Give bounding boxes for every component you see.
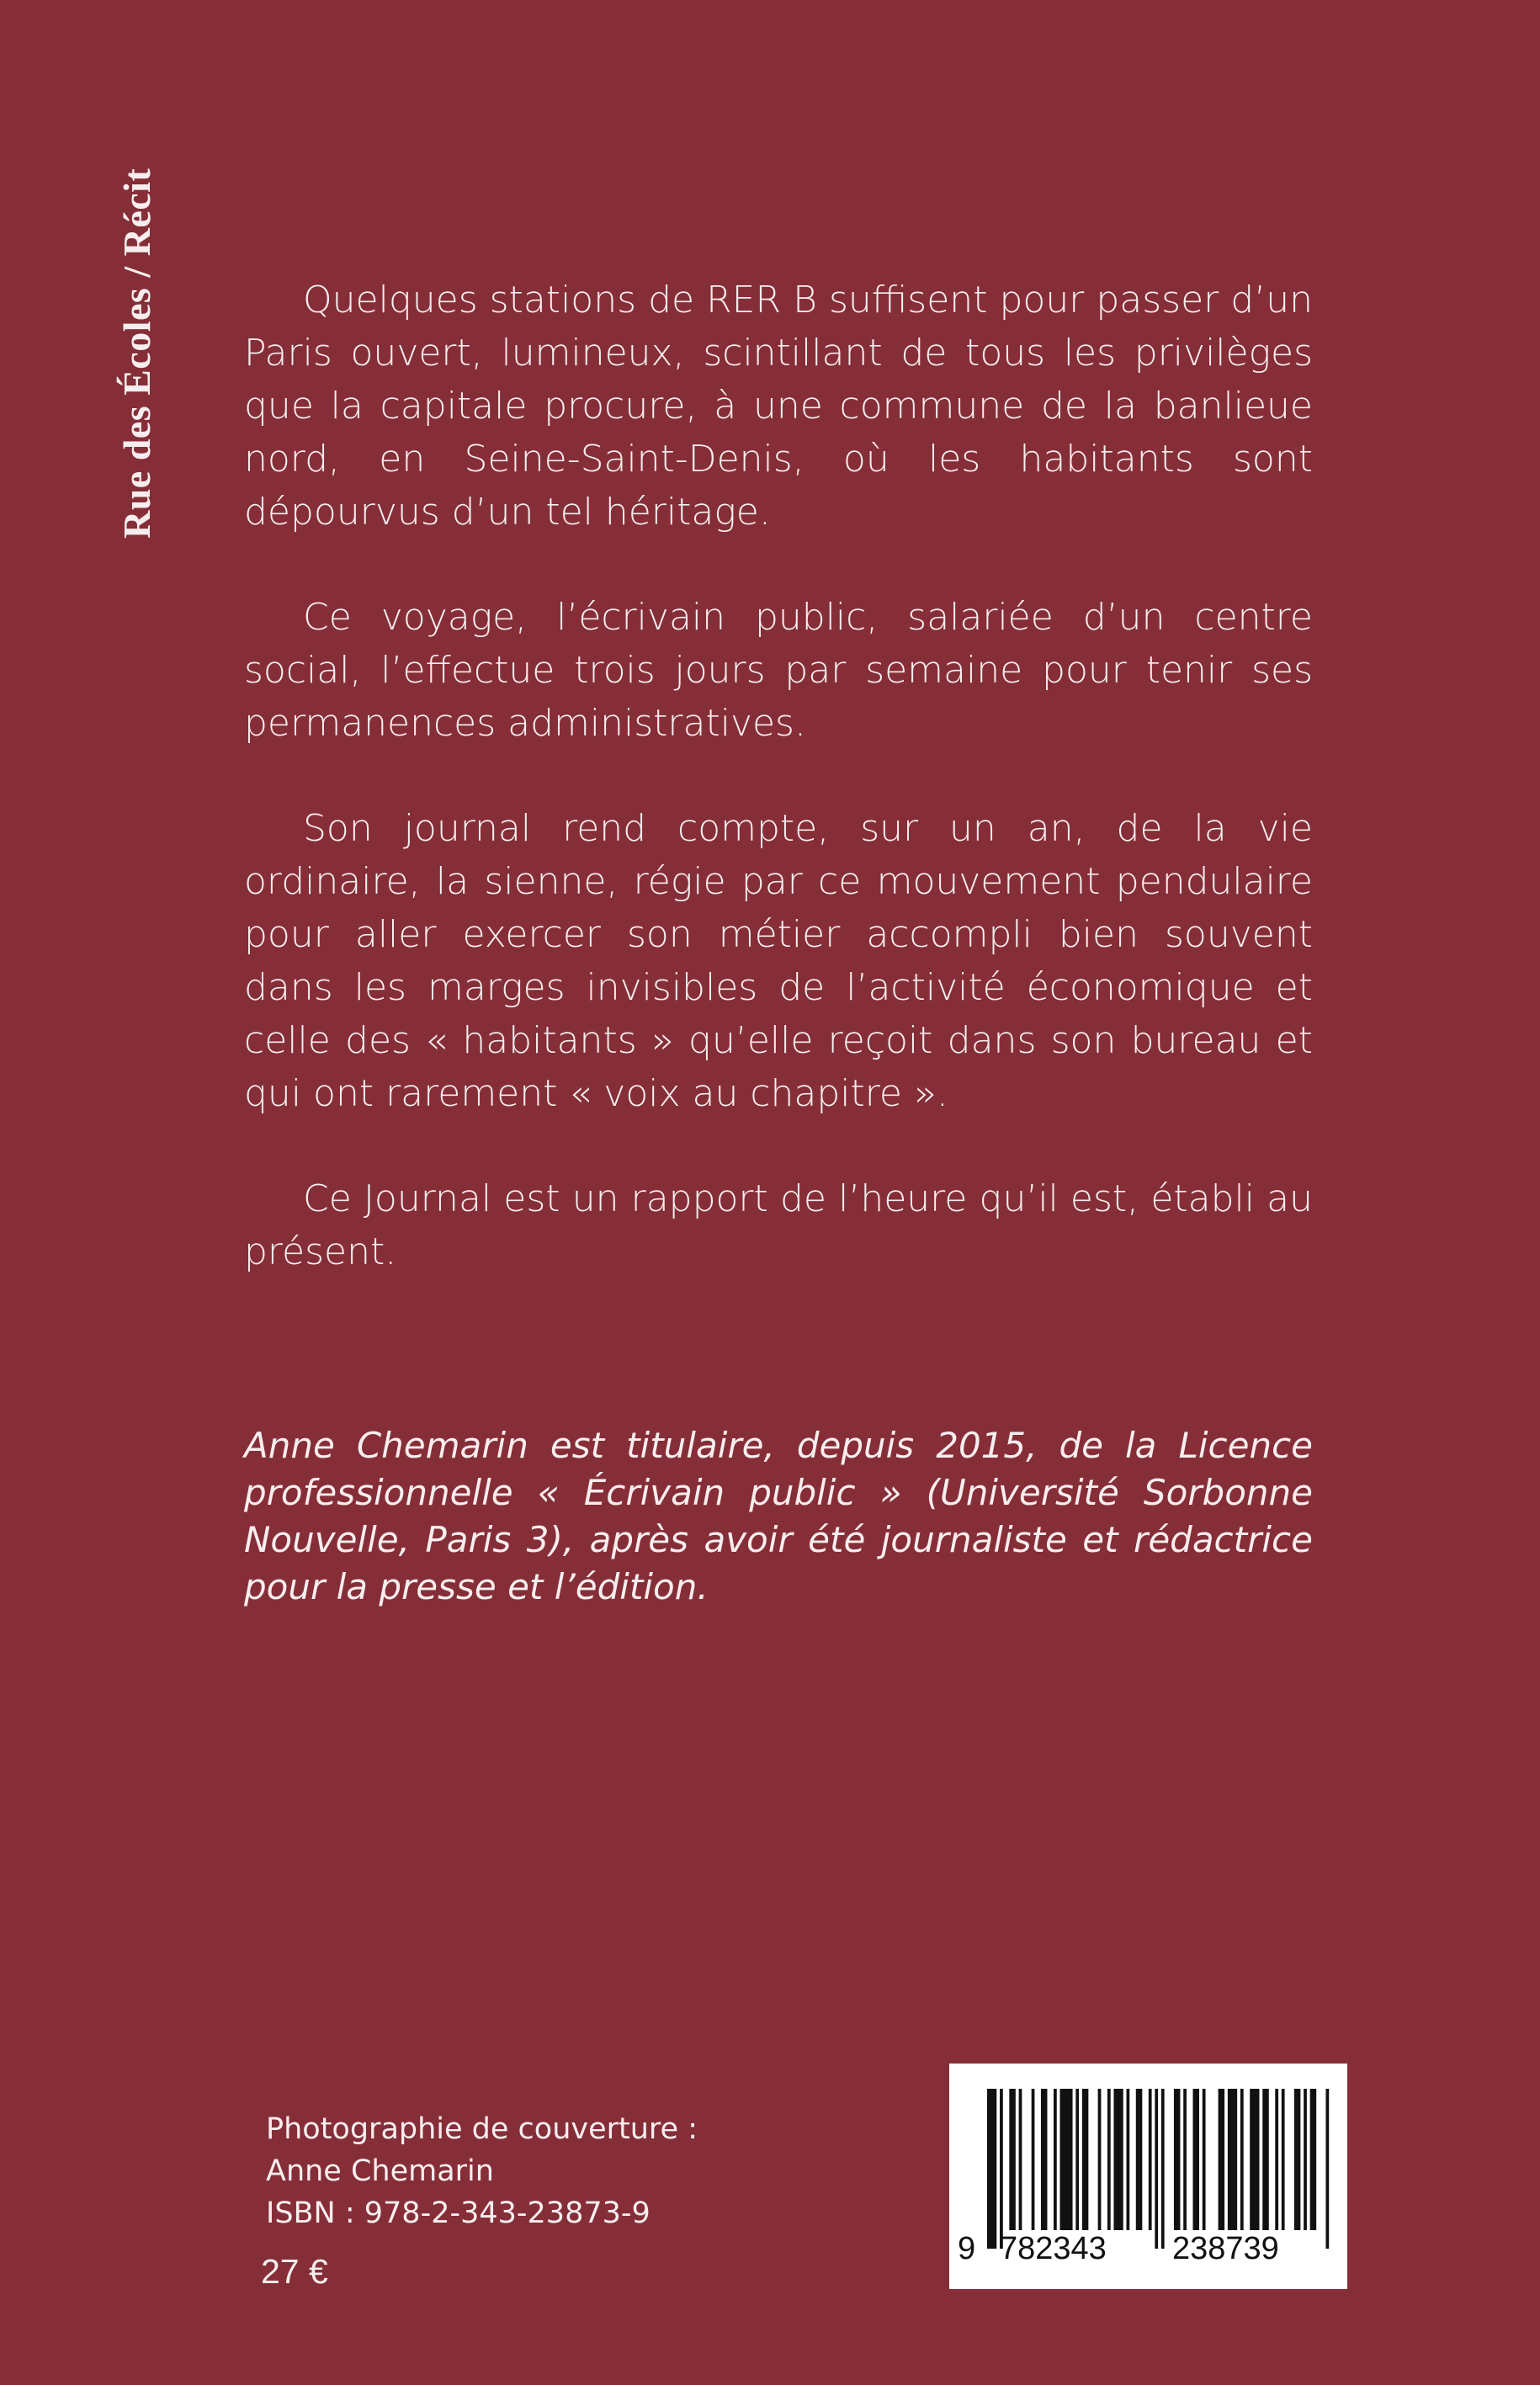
barcode-bar (1294, 2089, 1301, 2230)
barcode-left-group: 782343 (1000, 2231, 1107, 2266)
barcode-bar (1161, 2089, 1165, 2249)
barcode-bar (1304, 2089, 1307, 2230)
barcode-bar (1250, 2089, 1259, 2230)
barcode-bar (1240, 2089, 1244, 2230)
blurb-paragraph: Quelques stations de RER B suffisent pour passer d’un Paris ouvert, lumineux, scintillant de tous les privilèges que la capitale procure, à une commune de la banlieue nord, en Seine-Saint-Denis, où les habitants sont dépourvus d’un tel héritage. (244, 279, 1313, 534)
credits-block (266, 2108, 698, 2234)
barcode-bar (1098, 2089, 1102, 2230)
barcode-bar (1019, 2089, 1022, 2230)
isbn: ISBN : 978-2-343-23873-9 (266, 2196, 651, 2230)
blurb-paragraph: Son journal rend compte, sur un an, de la vie ordinaire, la sienne, régie par ce mouvement pendulaire pour aller exercer son métier accompli bien souvent dans les marges invisibles de l’activité économique et celle des « habitants » qu’elle reçoit dans son bureau et qui ont rarement « voix au chapitre ». (244, 807, 1313, 1115)
barcode (949, 2064, 1347, 2289)
blurb-paragraph: Ce voyage, l’écrivain public, salariée d’un centre social, l’effectue trois jours par semaine pour tenir ses permanences administratives. (244, 596, 1313, 745)
barcode-bar (1262, 2089, 1269, 2230)
photo-credit-label: Photographie de couverture : (266, 2112, 698, 2146)
spine-collection-title: Rue des Écoles / Récit (115, 167, 158, 539)
barcode-bar (1054, 2089, 1057, 2230)
barcode-bar (1107, 2089, 1111, 2230)
back-cover-blurb (244, 274, 1313, 1331)
price: 27 € (261, 2252, 328, 2291)
barcode-bar (1060, 2089, 1073, 2230)
barcode-bar (1113, 2089, 1123, 2230)
barcode-first-digit: 9 (958, 2231, 976, 2266)
barcode-bar (1155, 2089, 1158, 2249)
barcode-bar (1193, 2089, 1200, 2230)
barcode-bar (1219, 2089, 1225, 2230)
author-bio: Anne Chemarin est titulaire, depuis 2015, de la Licence professionnelle « Écrivain public » (Université Sorbonne Nouvelle, Paris 3), après avoir été journaliste et rédactrice pour la presse et l’édition. (244, 1425, 1313, 1607)
barcode-bar (987, 2089, 996, 2249)
barcode-bar (1275, 2089, 1278, 2230)
barcode-bar (1009, 2089, 1016, 2230)
blurb-paragraph: Ce Journal est un rapport de l’heure qu’il est, établi au présent. (244, 1177, 1313, 1273)
barcode-right-group: 238739 (1172, 2231, 1279, 2266)
barcode-bar (1136, 2089, 1143, 2230)
barcode-bar (1000, 2089, 1003, 2249)
barcode-bar (1127, 2089, 1130, 2230)
barcode-bar (1282, 2089, 1285, 2230)
barcode-bar (1041, 2089, 1048, 2230)
barcode-bar (1183, 2089, 1187, 2230)
barcode-bar (1082, 2089, 1089, 2230)
barcode-bar (1325, 2089, 1329, 2249)
barcode-bar (1075, 2089, 1079, 2230)
barcode-bar (1310, 2089, 1317, 2230)
photo-credit-name: Anne Chemarin (266, 2154, 494, 2188)
barcode-bar (1174, 2089, 1181, 2230)
barcode-bar (1032, 2089, 1035, 2230)
barcode-bar (1149, 2089, 1152, 2230)
barcode-bar (1203, 2089, 1206, 2230)
barcode-bar (1228, 2089, 1237, 2230)
